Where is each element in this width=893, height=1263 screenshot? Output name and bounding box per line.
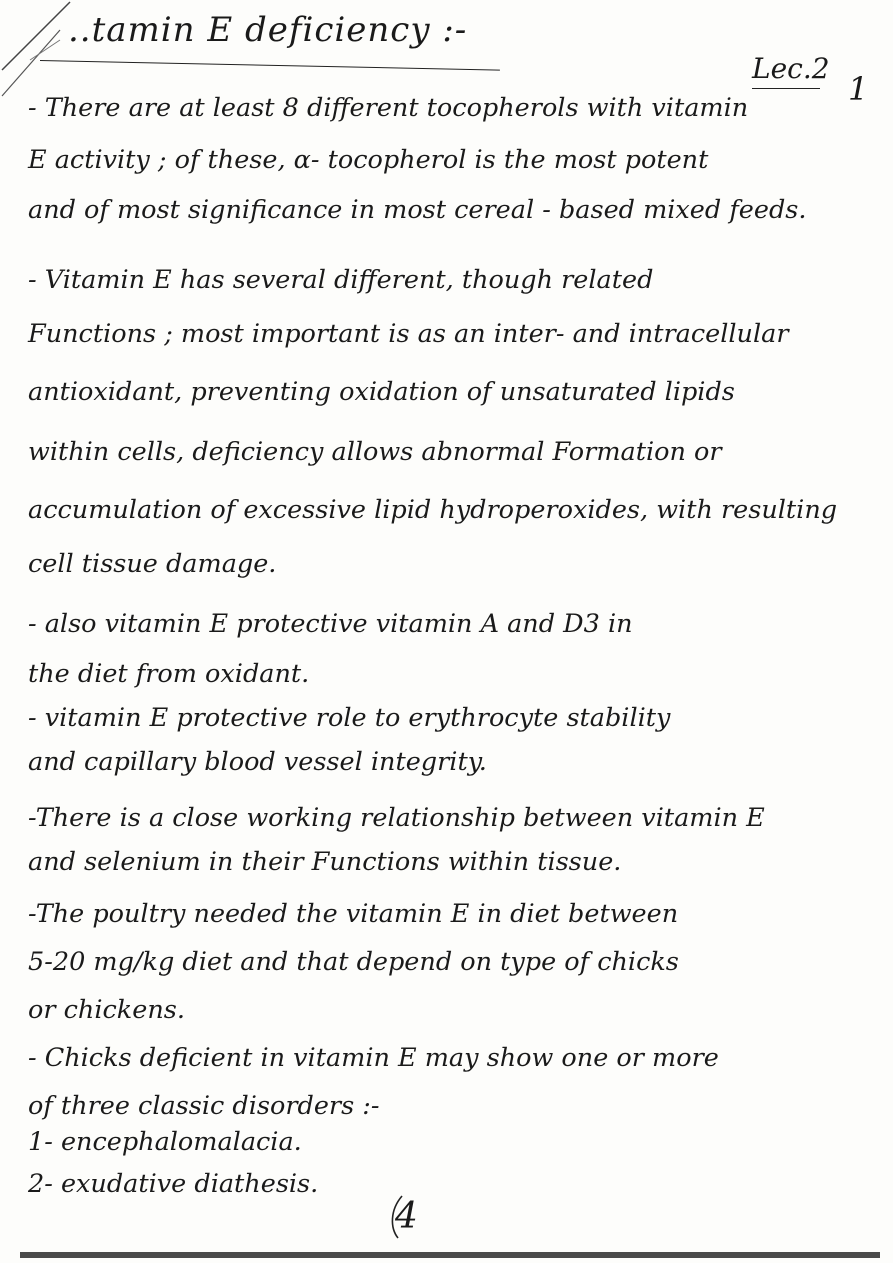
text-line: - Vitamin E has several different, though related (28, 265, 654, 295)
text-line: within cells, deficiency allows abnormal Formation or (28, 437, 722, 467)
footer-page-number: 4 (395, 1196, 418, 1237)
text-line: - vitamin E protective role to erythrocyte stability (28, 703, 671, 733)
text-line: Functions ; most important is as an inter- and intracellular (28, 319, 789, 349)
text-line: and selenium in their Functions within tissue. (28, 847, 622, 877)
text-line: - Chicks deficient in vitamin E may show one or more (28, 1043, 719, 1073)
text-line: antioxidant, preventing oxidation of unsaturated lipids (28, 377, 735, 407)
page-title: ..tamin E deficiency :- (68, 10, 468, 50)
text-line: - also vitamin E protective vitamin A and D3 in (28, 609, 633, 639)
text-line: -The poultry needed the vitamin E in diet between (28, 899, 679, 929)
text-line: -There is a close working relationship between vitamin E (28, 803, 765, 833)
text-line: E activity ; of these, α- tocopherol is the most potent (28, 145, 709, 175)
page-bottom-edge (20, 1252, 880, 1258)
text-line: and capillary blood vessel integrity. (28, 747, 487, 777)
lecture-label: Lec.2 (752, 52, 830, 85)
text-line: cell tissue damage. (28, 549, 277, 579)
text-line: 1- encephalomalacia. (28, 1127, 302, 1157)
page-number: 1 (848, 70, 869, 108)
text-line: 5-20 mg/kg diet and that depend on type of chicks (28, 947, 679, 977)
text-line: the diet from oxidant. (28, 659, 310, 689)
text-line: - There are at least 8 different tocopherols with vitamin (28, 93, 749, 123)
text-line: or chickens. (28, 995, 185, 1025)
text-line: of three classic disorders :- (28, 1091, 380, 1121)
text-line: 2- exudative diathesis. (28, 1169, 319, 1199)
text-line: and of most significance in most cereal - based mixed feeds. (28, 195, 807, 225)
text-line: accumulation of excessive lipid hydroperoxides, with resulting (28, 495, 838, 525)
lecture-underline (752, 88, 820, 89)
